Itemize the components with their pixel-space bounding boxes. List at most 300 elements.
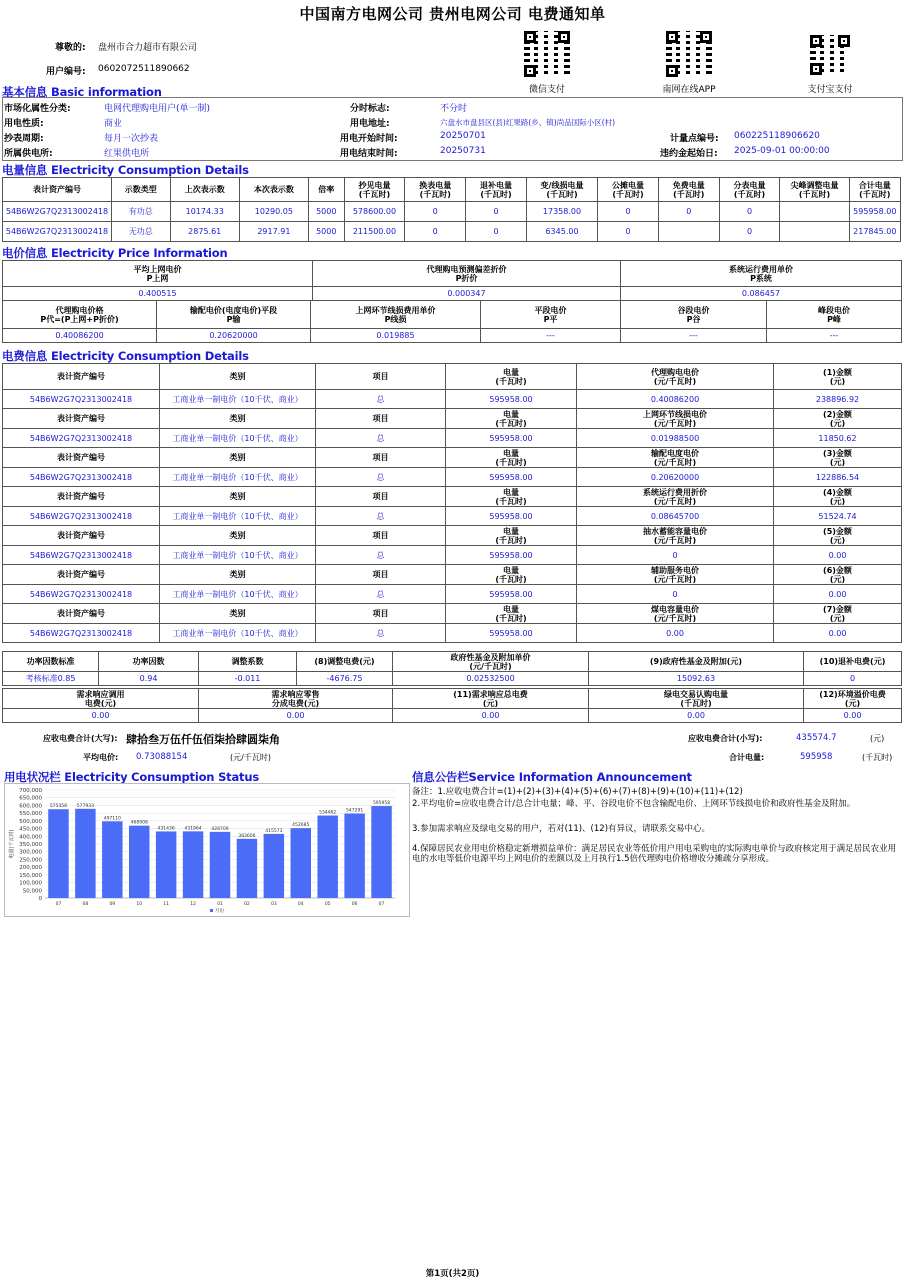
column-header: 换表电量 (千瓦时) (405, 178, 466, 202)
column-header: 项目 (316, 487, 446, 507)
tou-value: 不分时 (440, 104, 468, 114)
column-header: 系统运行费用折价 (元/千瓦时) (577, 487, 774, 507)
bar (317, 816, 337, 898)
table-cell: 54B6W2G7Q2313002418 (3, 585, 160, 604)
table-cell: --- (481, 329, 621, 343)
fee-heading: 电费信息 Electricity Consumption Details (2, 349, 249, 363)
market-attr-value: 电网代理购电用户(单一制) (104, 104, 211, 114)
cycle-value: 每月一次抄表 (104, 134, 159, 144)
x-tick-label: 11 (163, 902, 170, 907)
data-label: 431964 (184, 826, 202, 832)
price-table-2 (2, 300, 902, 343)
table-row (3, 546, 902, 565)
qr-label-app: 南网在线APP (662, 85, 716, 95)
column-header: 表计资产编号 (3, 526, 160, 546)
data-label: 468908 (130, 820, 148, 826)
table-cell: 0 (405, 222, 466, 242)
y-tick-label: 550,000 (19, 811, 42, 818)
table-cell: 6345.00 (526, 222, 597, 242)
column-header: 项目 (316, 364, 446, 390)
table-cell: 595958.00 (446, 585, 577, 604)
y-tick-label: 100,000 (19, 880, 42, 887)
y-tick-label: 650,000 (19, 795, 42, 802)
total-lower-label: 应收电费合计(小写): (688, 734, 763, 743)
column-header: 电量 (千瓦时) (446, 409, 577, 429)
table-cell: 122886.54 (774, 468, 902, 487)
table-cell: --- (767, 329, 902, 343)
penalty-label: 违约金起始日: (660, 149, 718, 159)
column-header: 代理购电预测偏差折价 P折价 (313, 261, 621, 287)
table-cell: 595958.00 (446, 468, 577, 487)
column-header: 上网环节线损电价 (元/千瓦时) (577, 409, 774, 429)
column-header: 需求响应零售 分成电费(元) (199, 689, 393, 709)
table-cell: 5000 (308, 222, 344, 242)
column-header: 调整系数 (199, 652, 297, 672)
fee-table (2, 363, 902, 643)
column-header: 表计资产编号 (3, 604, 160, 624)
bar (48, 809, 68, 898)
table-cell: 0.019885 (311, 329, 481, 343)
table-cell: 17358.00 (526, 202, 597, 222)
x-axis-label: 月份 (215, 909, 224, 914)
table-row (3, 585, 902, 604)
bar (156, 831, 176, 898)
price-header-row-2 (3, 301, 902, 329)
column-header: 类别 (160, 565, 316, 585)
table-cell: 595958.00 (446, 429, 577, 448)
table-row (3, 222, 901, 242)
column-header: 辅助服务电价 (元/千瓦时) (577, 565, 774, 585)
x-tick-label: 06 (351, 902, 358, 907)
column-header: 示数类型 (111, 178, 170, 202)
table-cell: 总 (316, 546, 446, 565)
x-tick-label: 08 (82, 902, 89, 907)
table-cell: 0 (466, 222, 527, 242)
announce-note-3: 3.参加需求响应及绿电交易的用户，若对(11)、(12)有异议，请联系交易中心。 (412, 824, 711, 834)
pf-value-row (3, 672, 902, 686)
data-label: 595958 (372, 801, 391, 807)
column-header: (2)金额 (元) (774, 409, 902, 429)
table-cell: 工商业单一制电价（10千伏、商业） (160, 429, 316, 448)
y-tick-label: 400,000 (19, 834, 42, 841)
total-lower-value: 435574.7 (796, 733, 837, 743)
x-tick-label: 01 (217, 902, 223, 907)
qr-label-alipay: 支付宝支付 (807, 85, 853, 95)
y-tick-label: 50,000 (22, 888, 42, 895)
column-header: 表计资产编号 (3, 178, 112, 202)
column-header: 类别 (160, 604, 316, 624)
column-header: 分表电量 (千瓦时) (719, 178, 780, 202)
table-cell: 54B6W2G7Q2313002418 (3, 468, 160, 487)
column-header: 需求响应调用 电费(元) (3, 689, 199, 709)
y-tick-label: 0 (38, 896, 42, 902)
table-cell: 2875.61 (170, 222, 239, 242)
alipay-qr-code[interactable] (810, 35, 850, 75)
announce-note-1: 备注：1.应收电费合计=(1)+(2)+(3)+(4)+(5)+(6)+(7)+(8)+(9)+(10)+(11)+(12) (412, 787, 743, 797)
column-header: 项目 (316, 448, 446, 468)
announce-note-4: 4.保障居民农业用电价格稳定新增损益单价：满足居民农业等低价用户用电采购电的实际购电单价与政府核定用于满足居民农业用电的水电等低价电源平均上网电价的差额以及上月执行1.5倍代理购电价格增收分摊疏分享形成。 (412, 844, 897, 864)
column-header: 电量 (千瓦时) (446, 364, 577, 390)
column-header: 合计电量 (千瓦时) (849, 178, 900, 202)
tou-label: 分时标志: (350, 104, 390, 114)
table-cell: 0.400515 (3, 287, 313, 301)
table-cell: 0.00 (199, 709, 393, 723)
data-label: 428709 (211, 826, 229, 832)
column-header: 倍率 (308, 178, 344, 202)
nature-value: 商业 (104, 119, 123, 129)
table-cell: 工商业单一制电价（10千伏、商业） (160, 507, 316, 526)
table-cell: 54B6W2G7Q2313002418 (3, 202, 112, 222)
table-cell: -4676.75 (297, 672, 393, 686)
addr-label: 用电地址: (350, 119, 390, 129)
y-tick-label: 700,000 (19, 788, 42, 794)
total-qty-value: 595958 (800, 752, 833, 762)
column-header: 退补电量 (千瓦时) (466, 178, 527, 202)
table-cell: 0.02532500 (393, 672, 589, 686)
fee-header-row (3, 487, 902, 507)
fee-header-row (3, 565, 902, 585)
table-cell: 15092.63 (589, 672, 804, 686)
column-header: 变/线损电量 (千瓦时) (526, 178, 597, 202)
column-header: 表计资产编号 (3, 448, 160, 468)
power-factor-table (2, 651, 902, 686)
fee-header-row (3, 364, 902, 390)
data-label: 497110 (103, 816, 121, 822)
column-header: 表计资产编号 (3, 409, 160, 429)
y-tick-label: 450,000 (19, 826, 42, 833)
qr-label-wechat: 微信支付 (528, 85, 565, 95)
y-tick-label: 350,000 (19, 842, 42, 848)
column-header: (6)金额 (元) (774, 565, 902, 585)
bar (371, 806, 391, 898)
user-no: 0602072511890662 (98, 64, 190, 74)
table-cell: 0.00 (774, 624, 902, 643)
price-header-row-1 (3, 261, 902, 287)
table-cell: 54B6W2G7Q2313002418 (3, 546, 160, 565)
table-row (3, 468, 902, 487)
table-cell: 10174.33 (170, 202, 239, 222)
fee-header-row (3, 604, 902, 624)
legend-swatch (210, 909, 213, 912)
column-header: 表计资产编号 (3, 364, 160, 390)
table-cell: 211500.00 (344, 222, 405, 242)
column-header: 抽水蓄能容量电价 (元/千瓦时) (577, 526, 774, 546)
table-cell: 595958.00 (446, 624, 577, 643)
table-cell: 0.086457 (621, 287, 902, 301)
table-cell: 54B6W2G7Q2313002418 (3, 624, 160, 643)
bar (102, 821, 122, 898)
x-tick-label: 07 (55, 902, 62, 907)
table-cell: 0.00 (577, 624, 774, 643)
bar (183, 831, 203, 898)
x-tick-label: 10 (136, 902, 143, 907)
table-cell: 0.94 (99, 672, 199, 686)
table-cell: --- (621, 329, 767, 343)
table-cell: 54B6W2G7Q2313002418 (3, 390, 160, 409)
table-cell: 0.00 (804, 709, 902, 723)
column-header: (12)环境溢价电费 (元) (804, 689, 902, 709)
x-tick-label: 04 (297, 902, 304, 907)
column-header: (8)调整电费(元) (297, 652, 393, 672)
table-cell: 0.20620000 (577, 468, 774, 487)
user-no-label: 用户编号: (46, 67, 86, 77)
station-value: 红果供电所 (104, 149, 150, 159)
column-header: 电量 (千瓦时) (446, 448, 577, 468)
fee-header-row (3, 409, 902, 429)
table-row (3, 202, 901, 222)
table-cell: 总 (316, 429, 446, 448)
nature-label: 用电性质: (4, 119, 44, 129)
column-header: 输配电度电价 (元/千瓦时) (577, 448, 774, 468)
table-cell: 595958.00 (849, 202, 900, 222)
fee-header-row (3, 526, 902, 546)
table-cell: 595958.00 (446, 546, 577, 565)
table-cell: 51524.74 (774, 507, 902, 526)
data-label: 547291 (346, 808, 364, 814)
basic-info-heading: 基本信息 Basic information (2, 85, 162, 99)
avg-price-label: 平均电价: (83, 753, 119, 762)
column-header: 类别 (160, 364, 316, 390)
column-header: 公摊电量 (千瓦时) (598, 178, 659, 202)
demand-response-table (2, 688, 902, 723)
column-header: 上次表示数 (170, 178, 239, 202)
table-cell: 考核标准0.85 (3, 672, 99, 686)
announce-heading: 信息公告栏Service Information Announcement (412, 770, 692, 784)
table-cell: 0 (598, 222, 659, 242)
column-header: 功率因数标准 (3, 652, 99, 672)
table-cell: 11850.62 (774, 429, 902, 448)
customer-dear-label: 尊敬的: (55, 43, 86, 53)
column-header: 峰段电价 P峰 (767, 301, 902, 329)
table-cell: 54B6W2G7Q2313002418 (3, 429, 160, 448)
column-header: 系统运行费用单价 P系统 (621, 261, 902, 287)
column-header: 项目 (316, 604, 446, 624)
column-header: 类别 (160, 409, 316, 429)
x-tick-label: 07 (378, 902, 385, 907)
chart-frame (4, 783, 410, 917)
table-cell: 0 (577, 546, 774, 565)
price-value-row-2 (3, 329, 902, 343)
column-header: 免费电量 (千瓦时) (658, 178, 719, 202)
total-lower-unit: (元) (870, 734, 885, 743)
bar (75, 809, 95, 898)
table-cell: 总 (316, 390, 446, 409)
table-cell: 总 (316, 624, 446, 643)
column-header: 谷段电价 P谷 (621, 301, 767, 329)
pf-header-row (3, 652, 902, 672)
column-header: (5)金额 (元) (774, 526, 902, 546)
cycle-label: 抄表周期: (4, 134, 44, 144)
total-upper-label: 应收电费合计(大写): (43, 734, 118, 743)
total-qty-label: 合计电量: (729, 753, 765, 762)
column-header: 项目 (316, 565, 446, 585)
table-cell: 0 (466, 202, 527, 222)
status-heading: 用电状况栏 Electricity Consumption Status (4, 770, 259, 784)
column-header: 输配电价(电度电价)平段 P输 (157, 301, 311, 329)
start-value: 20250701 (440, 131, 486, 141)
page-number: 第1页(共2页) (425, 1269, 480, 1279)
table-cell (658, 222, 719, 242)
table-cell: 54B6W2G7Q2313002418 (3, 222, 112, 242)
column-header: (11)需求响应总电费 (元) (393, 689, 589, 709)
column-header: (10)退补电费(元) (804, 652, 902, 672)
column-header: 尖峰调整电量 (千瓦时) (780, 178, 849, 202)
table-cell: 0 (719, 202, 780, 222)
column-header: (9)政府性基金及附加(元) (589, 652, 804, 672)
data-label: 575358 (49, 804, 68, 810)
column-header: 表计资产编号 (3, 487, 160, 507)
dr-header-row (3, 689, 902, 709)
column-header: 煤电容量电价 (元/千瓦时) (577, 604, 774, 624)
column-header: 抄见电量 (千瓦时) (344, 178, 405, 202)
table-cell: 0.000347 (313, 287, 621, 301)
table-cell: 0 (719, 222, 780, 242)
meter-value: 060225118906620 (734, 131, 820, 141)
table-row (3, 624, 902, 643)
csg-app-qr-code[interactable] (666, 31, 712, 77)
table-cell: 工商业单一制电价（10千伏、商业） (160, 546, 316, 565)
table-cell: 无功总 (111, 222, 170, 242)
fee-header-row (3, 448, 902, 468)
start-label: 用电开始时间: (340, 134, 398, 144)
y-tick-label: 250,000 (19, 857, 42, 864)
consumption-header-row (3, 178, 901, 202)
column-header: 类别 (160, 448, 316, 468)
column-header: 类别 (160, 487, 316, 507)
penalty-value: 2025-09-01 00:00:00 (734, 146, 830, 156)
announce-note-2: 2.平均电价=应收电费合计/总合计电量；峰、平、谷段电价不包含输配电价、上网环节线损电价和政府性基金及附加。 (412, 799, 856, 809)
table-row (3, 390, 902, 409)
bar (129, 826, 149, 898)
y-tick-label: 150,000 (19, 872, 42, 879)
table-cell: 0 (598, 202, 659, 222)
data-label: 452685 (292, 823, 310, 829)
table-cell: 0.00 (774, 585, 902, 604)
table-cell: -0.011 (199, 672, 297, 686)
consumption-heading: 电量信息 Electricity Consumption Details (2, 163, 249, 177)
table-cell: 2917.91 (239, 222, 308, 242)
data-label: 534462 (319, 810, 337, 816)
total-qty-unit: (千瓦时) (862, 753, 893, 762)
table-row (3, 429, 902, 448)
column-header: 上网环节线损费用单价 P线损 (311, 301, 481, 329)
column-header: 功率因数 (99, 652, 199, 672)
bar (237, 839, 257, 898)
x-tick-label: 02 (244, 902, 250, 907)
table-cell: 工商业单一制电价（10千伏、商业） (160, 468, 316, 487)
table-cell: 总 (316, 507, 446, 526)
end-value: 20250731 (440, 146, 486, 156)
table-cell (780, 222, 849, 242)
table-cell (780, 202, 849, 222)
column-header: 代理购电价格 P代=(P上网+P折价) (3, 301, 157, 329)
y-tick-label: 500,000 (19, 818, 42, 825)
table-cell: 0.40086200 (577, 390, 774, 409)
column-header: 平均上网电价 P上网 (3, 261, 313, 287)
table-cell: 工商业单一制电价（10千伏、商业） (160, 585, 316, 604)
avg-price-unit: (元/千瓦时) (230, 753, 271, 762)
table-cell: 0 (804, 672, 902, 686)
table-cell: 0.20620000 (157, 329, 311, 343)
column-header: (3)金额 (元) (774, 448, 902, 468)
column-header: 项目 (316, 409, 446, 429)
column-header: 电量 (千瓦时) (446, 487, 577, 507)
y-tick-label: 200,000 (19, 865, 42, 872)
y-axis-label: 电量(千瓦时) (9, 829, 15, 859)
price-heading: 电价信息 Electricity Price Information (2, 246, 228, 260)
table-cell: 0.00 (589, 709, 804, 723)
column-header: 项目 (316, 526, 446, 546)
consumption-bar-chart (5, 784, 409, 916)
table-cell: 0.00 (393, 709, 589, 723)
table-cell: 0 (405, 202, 466, 222)
table-cell: 0.01988500 (577, 429, 774, 448)
table-cell: 238896.92 (774, 390, 902, 409)
table-cell: 0 (658, 202, 719, 222)
table-cell: 0 (577, 585, 774, 604)
table-cell: 工商业单一制电价（10千伏、商业） (160, 624, 316, 643)
avg-price-value: 0.73088154 (136, 752, 188, 762)
data-label: 431436 (157, 826, 175, 832)
table-cell: 0.00 (3, 709, 199, 723)
table-cell: 0.08645700 (577, 507, 774, 526)
bar (344, 814, 364, 898)
column-header: 电量 (千瓦时) (446, 604, 577, 624)
table-cell: 工商业单一制电价（10千伏、商业） (160, 390, 316, 409)
market-attr-label: 市场化属性分类: (4, 104, 71, 114)
table-cell: 5000 (308, 202, 344, 222)
table-cell: 54B6W2G7Q2313002418 (3, 507, 160, 526)
dr-value-row (3, 709, 902, 723)
table-cell: 总 (316, 468, 446, 487)
station-label: 所属供电所: (4, 149, 53, 159)
customer-name: 盘州市合力超市有限公司 (98, 43, 198, 53)
page-title: 中国南方电网公司 贵州电网公司 电费通知单 (299, 5, 606, 23)
data-label: 577933 (76, 803, 94, 809)
column-header: 绿电交易认购电量 (千瓦时) (589, 689, 804, 709)
column-header: 平段电价 P平 (481, 301, 621, 329)
table-row (3, 507, 902, 526)
addr-value: 六盘水市盘县区(县)红果路(乡、镇)尚品国际小区(村) (440, 118, 616, 127)
x-tick-label: 05 (324, 902, 331, 907)
table-cell: 217845.00 (849, 222, 900, 242)
x-tick-label: 12 (190, 902, 196, 907)
column-header: 本次表示数 (239, 178, 308, 202)
total-upper-value: 肆拾叁万伍仟伍佰柒拾肆圆柒角 (126, 733, 280, 746)
wechat-qr-code[interactable] (524, 31, 570, 77)
bar (210, 832, 230, 898)
consumption-table (2, 177, 901, 242)
x-tick-label: 09 (109, 902, 116, 907)
y-tick-label: 300,000 (19, 849, 42, 856)
table-cell: 有功总 (111, 202, 170, 222)
table-cell: 10290.05 (239, 202, 308, 222)
table-cell: 578600.00 (344, 202, 405, 222)
column-header: (4)金额 (元) (774, 487, 902, 507)
data-label: 415573 (265, 828, 283, 834)
table-cell: 0.40086200 (3, 329, 157, 343)
column-header: 类别 (160, 526, 316, 546)
y-tick-label: 600,000 (19, 803, 42, 810)
bar (291, 828, 311, 898)
column-header: 电量 (千瓦时) (446, 526, 577, 546)
price-table (2, 260, 902, 301)
table-cell: 总 (316, 585, 446, 604)
table-cell: 595958.00 (446, 390, 577, 409)
data-label: 383606 (238, 833, 256, 839)
column-header: 表计资产编号 (3, 565, 160, 585)
column-header: 政府性基金及附加单价 (元/千瓦时) (393, 652, 589, 672)
